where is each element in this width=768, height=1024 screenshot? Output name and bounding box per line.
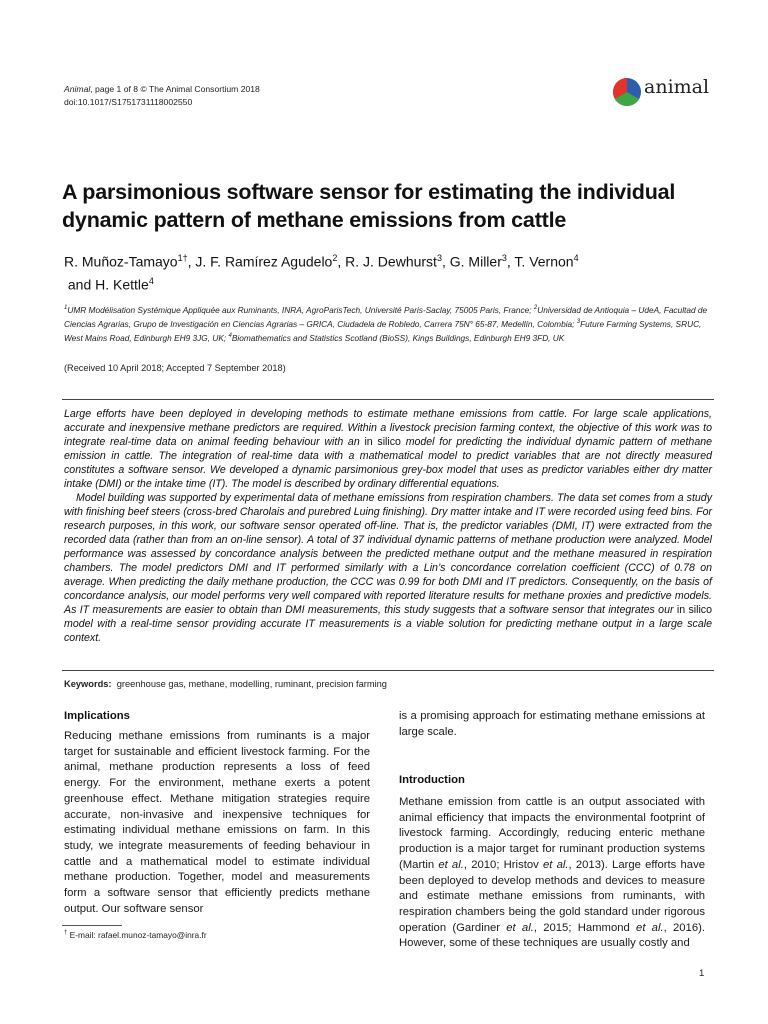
abstract-paragraph-2: Model building was supported by experimental data of methane emissions from respiration chambers. The data set comes from a study with finishing beef steers (cross-bred Charolais and purebred Luing finishing). Dry matter intake and IT were recorded using feed bins. For research purposes, in this work, our software sensor operated off-line. That is, the predictor variables (DMI, IT) were extracted from the recorded data (rather than from an on-line sensor). A total of 37 individual dynamic patterns of methane production were analyzed. Model performance was assessed by concordance analysis between the predicted methane output and the methane measured in respiration chambers. The model predictors DMI and IT performed similarly with a Lin’s concordance correlation coefficient (CCC) of 0.78 on average. When predicting the daily methane production, the CCC was 0.99 for both DMI and IT predictors. Consequently, on the basis of concordance analysis, our model performs very well compared with reported literature results for methane proxies and predictive models. As IT measurements are easier to obtain than DMI measurements, this study suggests that a software sensor that integrates our in silico model with a real-time sensor providing accurate IT measurements is a viable solution for predicting methane output in a large scale context. [64, 492, 712, 644]
introduction-heading: Introduction [399, 774, 465, 786]
keywords-list: greenhouse gas, methane, modelling, ruminant, precision farming [116, 679, 387, 689]
implications-heading: Implications [64, 710, 130, 722]
affiliation-4: Biomathematics and Statistics Scotland (BioSS), Kings Buildings, Edinburgh EH9 3FD, UK [231, 332, 565, 343]
implications-continued: is a promising approach for estimating methane emissions at large scale. [399, 710, 705, 738]
affiliation-2: Universidad de Antioquia – UdeA, Facultad de Ciencias Agrarias, Grupo de Investigación en Ciencias Agrarias – GRICA, Ciudadela de Robledo, Carrera 75N° 65-87, Medellín, Colombia; [64, 304, 708, 329]
abstract-bottom-rule [62, 670, 714, 671]
author: and H. Kettle [67, 276, 149, 293]
footnote: † E-mail: rafael.munoz-tamayo@inra.fr [64, 930, 207, 940]
abstract-paragraph-1: Large efforts have been deployed in developing methods to estimate methane emissions from cattle. For large scale applications, accurate and inexpensive methane predictors are required. Within a livestock precision farming context, the objective of this work was to integrate real-time data on animal feeding behaviour with an in silico model for predicting the individual dynamic pattern of methane emission in cattle. The integration of real-time data with a mathematical model to predict variables that are not directly measured constitutes a software sensor. We developed a dynamic parsimonious grey-box model that uses as predictor variables either dry matter intake (DMI) or the intake time (IT). The model is described by ordinary differential equations. [64, 408, 712, 490]
received-dates: (Received 10 April 2018; Accepted 7 September 2018) [64, 363, 286, 373]
author: R. Muñoz-Tamayo [64, 253, 178, 270]
affiliations: $^1$UMR Modélisation Systémique Appliquée aux Ruminants, INRA, AgroParisTech, Université Paris-Saclay, 75005 Paris, France; $^2$Universidad de Antioquia – UdeA, Facultad de Ciencias Agrarias, Grupo de Investigación en Ciencias Agrarias – GRICA, Ciudadela de Robledo, Carrera 75N° 65-87, Medellín, Colombia; $^3$Future Farming Systems, SRUC, West Mains Road, Edinburgh EH9 3JG, UK; $^4$Biomathematics and Statistics Scotland (BioSS), Kings Buildings, Edinburgh EH9 3FD, UK [64, 304, 708, 343]
author: G. Miller [449, 253, 502, 270]
footnote-rule [62, 925, 122, 926]
author: T. Vernon [514, 253, 574, 270]
journal-name: Animal [64, 84, 91, 94]
author: R. J. Dewhurst [345, 253, 437, 270]
animal-logo [612, 72, 712, 108]
abstract [64, 407, 712, 645]
animal-logo-icon [612, 77, 642, 107]
affiliation-3: Future Farming Systems, SRUC, West Mains Road, Edinburgh EH9 3JG, UK; [64, 318, 702, 343]
article-title: A parsimonious software sensor for estimating the individual dynamic pattern of methane emissions from cattle [62, 180, 676, 232]
keywords-label: Keywords: [64, 679, 112, 689]
author-list: R. Muñoz-Tamayo$^{1\dagger}$, J. F. Ramírez Agudelo$^2$, R. J. Dewhurst$^3$, G. Miller$^3$, T. Vernon$^4$ and H. Kettle$^4$ [64, 253, 579, 293]
corresponding-email: E-mail: rafael.munoz-tamayo@inra.fr [67, 930, 207, 940]
implications-text: Reducing methane emissions from ruminants is a major target for sustainable and efficient livestock farming. For the animal, methane production represents a loss of feed energy. For the environment, methane exerts a potent greenhouse effect. Methane mitigation strategies require accurate, non-invasive and inexpensive techniques for estimating individual methane emissions on farm. In this study, we integrate measurements of feeding behaviour in cattle and a mathematical model to estimate individual methane production. Together, model and measurements form a software sensor that efficiently predicts methane output. Our software sensor [64, 730, 370, 915]
page-number: 1 [699, 968, 705, 979]
keywords [64, 679, 387, 689]
doi: doi:10.1017/S1751731118002550 [64, 97, 193, 107]
animal-logo-text: animal [644, 76, 710, 98]
introduction-text: Methane emission from cattle is an output associated with animal efficiency that impacts the environmental footprint of livestock farming. Accordingly, reducing enteric methane production is a major target for ruminant production systems (Martin et al., 2010; Hristov et al., 2013). Large efforts have been deployed to develop methods and devices to measure and estimate methane emissions from ruminants, with respiration chambers being the gold standard under rigorous operation (Gardiner et al., 2015; Hammond et al., 2016). However, some of these techniques are usually costly and [399, 796, 705, 950]
journal-page-info: , page 1 of 8 © The Animal Consortium 2018 [90, 84, 260, 94]
abstract-top-rule [62, 399, 714, 400]
author: J. F. Ramírez Agudelo [195, 253, 333, 270]
affiliation-1: UMR Modélisation Systémique Appliquée aux Ruminants, INRA, AgroParisTech, Université Paris-Saclay, 75005 Paris, France; [67, 304, 532, 315]
journal-citation [64, 83, 260, 95]
